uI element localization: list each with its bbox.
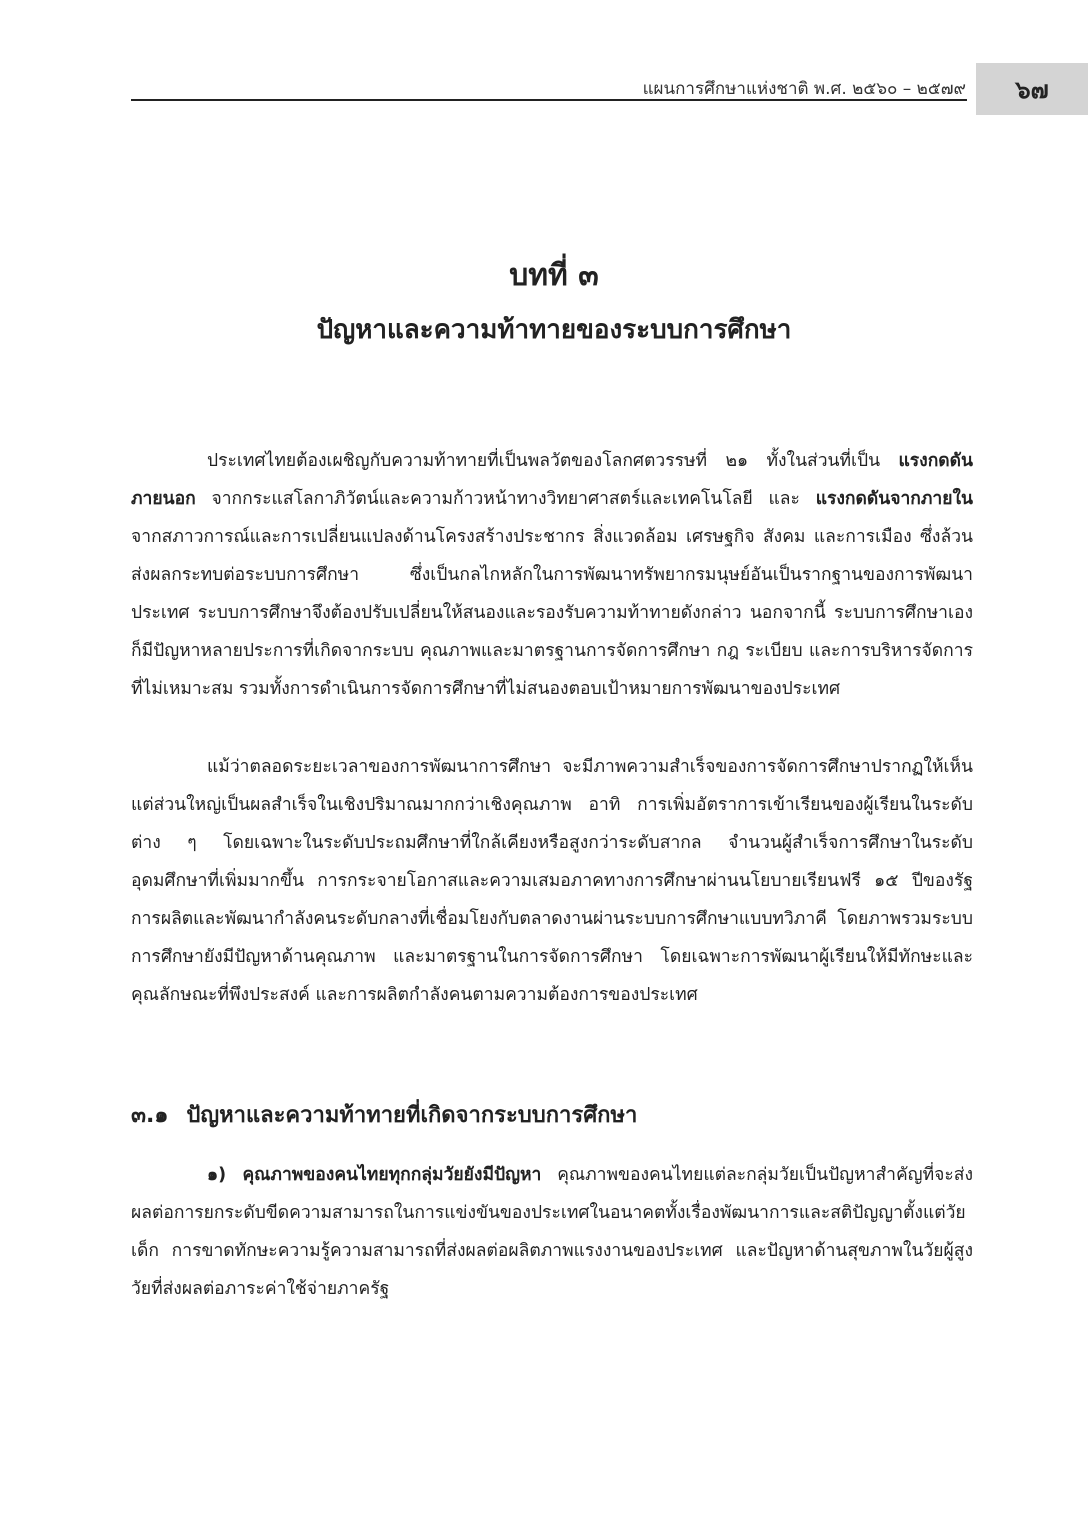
- internal-pressure-term: แรงกดดันจากภายใน: [815, 489, 973, 509]
- achievements-paragraph: [131, 748, 973, 1014]
- intro-text-part-1: ประเทศไทยต้องเผชิญกับความท้าทายที่เป็นพลวัตของโลกศตวรรษที่ ๒๑ ทั้งในส่วนที่เป็น: [207, 451, 899, 471]
- header-divider: [131, 99, 967, 101]
- achievements-text: แม้ว่าตลอดระยะเวลาของการพัฒนาการศึกษา จะมีภาพความสำเร็จของการจัดการศึกษาปรากฏให้เห็น แต่ส่วนใหญ่เป็นผลสำเร็จในเชิงปริมาณมากกว่าเชิงคุณภาพ อาทิ การเพิ่มอัตราการเข้าเรียนของผู้เรียนในระดับต่าง ๆ โดยเฉพาะในระดับประถมศึกษาที่ใกล้เคียงหรือสูงกว่าระดับสากล จำนวนผู้สำเร็จการศึกษาในระดับอุดมศึกษาที่เพิ่มมากขึ้น การกระจายโอกาสและความเสมอภาคทางการศึกษาผ่านนโยบายเรียนฟรี ๑๕ ปีของรัฐ การผลิตและพัฒนากำลังคนระดับกลางที่เชื่อมโยงกับตลาดงานผ่านระบบการศึกษาแบบทวิภาคี โดยภาพรวมระบบการศึกษายังมีปัญหาด้านคุณภาพ และมาตรฐานในการจัดการศึกษา โดยเฉพาะการพัฒนาผู้เรียนให้มีทักษะและคุณลักษณะที่พึงประสงค์ และการผลิตกำลังคนตามความต้องการของประเทศ: [131, 757, 973, 1005]
- running-header-title: แผนการศึกษาแห่งชาติ พ.ศ. ๒๕๖๐ – ๒๕๗๙: [642, 79, 966, 99]
- chapter-title: ปัญหาและความท้าทายของระบบการศึกษา: [316, 315, 792, 345]
- intro-paragraph: [131, 442, 973, 708]
- quality-paragraph: [131, 1156, 973, 1308]
- quality-text: คุณภาพของคนไทยแต่ละกลุ่มวัยเป็นปัญหาสำคัญที่จะส่งผลต่อการยกระดับขีดความสามารถในการแข่งขันของประเทศในอนาคตทั้งเรื่องพัฒนาการและสติปัญญาตั้งแต่วัยเด็ก การขาดทักษะความรู้ความสามารถที่ส่งผลต่อผลิตภาพแรงงานของประเทศ และปัญหาด้านสุขภาพในวัยผู้สูงวัยที่ส่งผลต่อภาระค่าใช้จ่ายภาครัฐ: [131, 1165, 973, 1299]
- external-pressure-term: แรงกดดันภายนอก: [131, 451, 973, 509]
- intro-text-part-2: จากกระแสโลกาภิวัตน์และความก้าวหน้าทางวิทยาศาสตร์และเทคโนโลยี และ: [195, 489, 816, 509]
- quality-item-heading: ๑) คุณภาพของคนไทยทุกกลุ่มวัยยังมีปัญหา: [207, 1165, 542, 1185]
- intro-text-part-3: จากสภาวการณ์และการเปลี่ยนแปลงด้านโครงสร้างประชากร สิ่งแวดล้อม เศรษฐกิจ สังคม และการเมือง ซึ่งล้วนส่งผลกระทบต่อระบบการศึกษา ซึ่งเป็นกลไกหลักในการพัฒนาทรัพยากรมนุษย์อันเป็นรากฐานของการพัฒนาประเทศ ระบบการศึกษาจึงต้องปรับเปลี่ยนให้สนองและรองรับความท้าทายดังกล่าว นอกจากนี้ ระบบการศึกษาเองก็มีปัญหาหลายประการที่เกิดจากระบบ คุณภาพและมาตรฐานการจัดการศึกษา กฎ ระเบียบ และการบริหารจัดการที่ไม่เหมาะสม รวมทั้งการดำเนินการจัดการศึกษาที่ไม่สนองตอบเป้าหมายการพัฒนาของประเทศ: [131, 527, 973, 699]
- section-number: ๓.๑: [131, 1103, 169, 1128]
- page-number: ๖๗: [1015, 75, 1049, 104]
- section-title: ปัญหาและความท้าทายที่เกิดจากระบบการศึกษา: [186, 1103, 638, 1128]
- page-number-tab: [976, 63, 1088, 115]
- section-heading: [131, 1096, 637, 1136]
- chapter-number: บทที่ ๓: [509, 258, 599, 293]
